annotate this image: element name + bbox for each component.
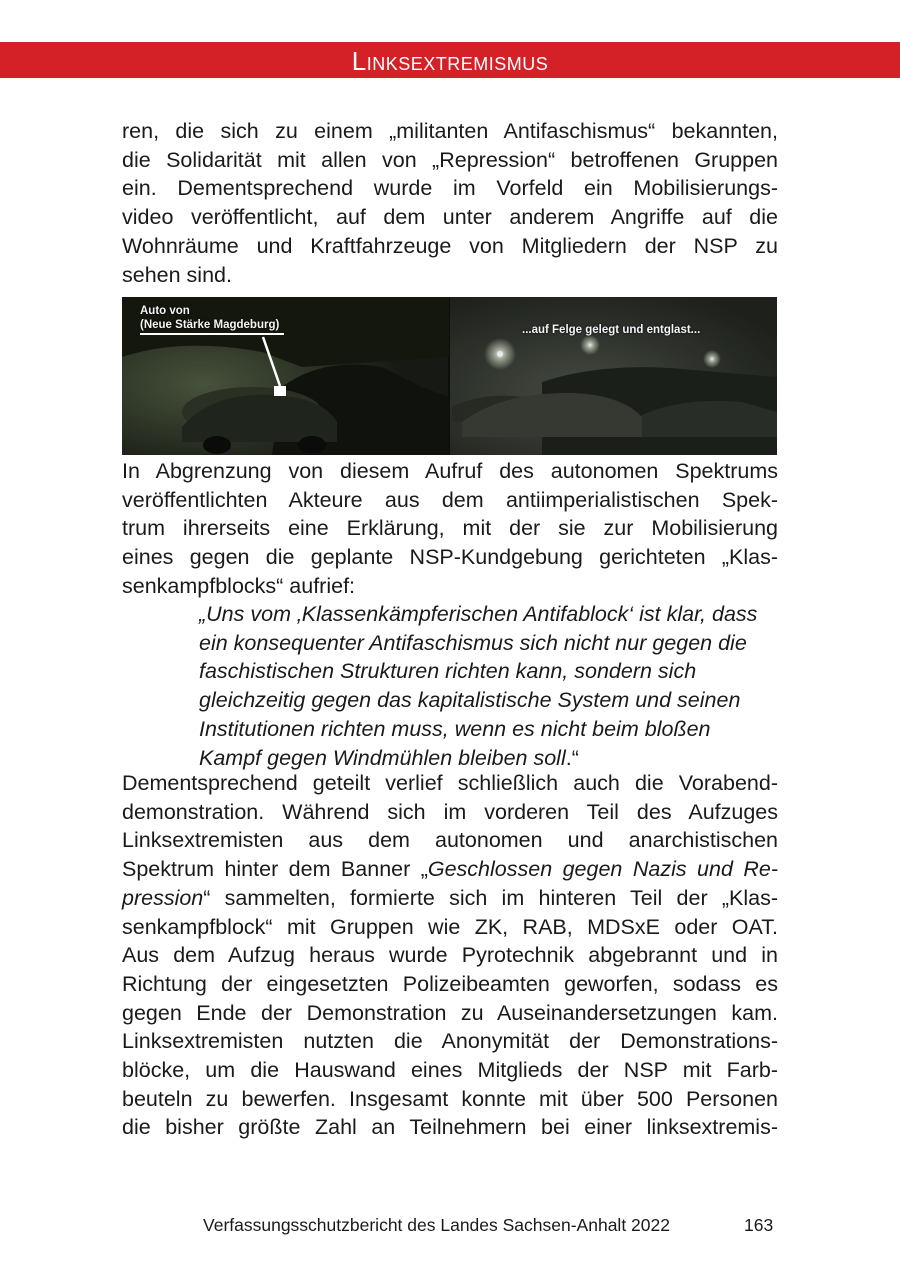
page-number: 163 bbox=[744, 1215, 774, 1235]
paragraph-3-line: Dementsprechend geteilt verlief schließlich auch die Vorabend- bbox=[122, 771, 778, 795]
quote-closing: .“ bbox=[565, 745, 579, 770]
quote-line-last bbox=[199, 744, 779, 773]
chapter-header-bar bbox=[0, 42, 900, 78]
paragraph-3-text: “ sammelten, formierte sich im hinteren Teil der „Klas- bbox=[203, 885, 778, 910]
quote-line: Institutionen richten muss, wenn es nicht beim bloßen bbox=[199, 716, 711, 741]
banner-name-italic: Geschlossen gegen Nazis und Re- bbox=[427, 857, 778, 882]
paragraph-3-line bbox=[122, 884, 778, 913]
video-still-photo bbox=[122, 297, 777, 455]
paragraph-3-line: senkampfblock“ mit Gruppen wie ZK, RAB, MDSxE oder OAT. bbox=[122, 914, 778, 939]
photo-caption-left-line: (Neue Stärke Magdeburg) bbox=[140, 319, 280, 331]
quote-line: faschistischen Strukturen richten kann, sondern sich bbox=[199, 659, 697, 684]
paragraph-1-line: die Solidarität mit allen von „Repression“ betroffenen Gruppen bbox=[122, 147, 778, 172]
quote-line: ein konsequenter Antifaschismus sich nicht nur gegen die bbox=[199, 630, 747, 655]
photo-caption-left bbox=[140, 304, 279, 332]
paragraph-1-line: sehen sind. bbox=[122, 262, 232, 287]
paragraph-3 bbox=[122, 769, 778, 1142]
block-quote bbox=[199, 600, 779, 772]
paragraph-1-line: ein. Dementsprechend wurde im Vorfeld ein Mobilisierungs- bbox=[122, 176, 778, 201]
photo-caption-right: ...auf Felge gelegt und entglast... bbox=[522, 324, 701, 336]
paragraph-3-line: Linksextremisten aus dem autonomen und anarchistischen bbox=[122, 828, 778, 853]
paragraph-3-line: die bisher größte Zahl an Teilnehmern bei einer linksextremis- bbox=[122, 1115, 778, 1140]
paragraph-3-text: Spektrum hinter dem Banner „ bbox=[122, 857, 428, 882]
footer-publication-title: Verfassungsschutzbericht des Landes Sachsen-Anhalt 2022 bbox=[203, 1215, 670, 1235]
paragraph-3-line: blöcke, um die Hauswand eines Mitglieds der NSP mit Farb- bbox=[122, 1058, 778, 1083]
banner-name-italic-end: pression bbox=[122, 885, 204, 910]
paragraph-2-line: trum ihrerseits eine Erklärung, mit der sie zur Mobilisierung bbox=[122, 516, 778, 541]
paragraph-1-line: video veröffentlicht, auf dem unter anderem Angriffe auf die bbox=[122, 205, 778, 230]
paragraph-2-line: eines gegen die geplante NSP-Kundgebung gerichteten „Klas- bbox=[122, 545, 778, 570]
paragraph-1-line: Wohnräume und Kraftfahrzeuge von Mitgliedern der NSP zu bbox=[122, 233, 778, 258]
paragraph-2 bbox=[122, 457, 778, 601]
quote-line: gleichzeitig gegen das kapitalistische System und seinen bbox=[199, 688, 741, 713]
quote-line: „Uns vom ‚Klassenkämpferischen Antifablock‘ ist klar, dass bbox=[199, 602, 758, 626]
photo-caption-left-line: Auto von bbox=[140, 305, 190, 317]
chapter-title: Linksextremismus bbox=[351, 46, 549, 76]
paragraph-3-line: beuteln zu bewerfen. Insgesamt konnte mit über 500 Personen bbox=[122, 1086, 778, 1111]
paragraph-1-line: ren, die sich zu einem „militanten Antifaschismus“ bekannten, bbox=[122, 119, 778, 143]
paragraph-2-line: senkampfblocks“ aufrief: bbox=[122, 573, 356, 598]
quote-last-italic: Kampf gegen Windmühlen bleiben soll bbox=[199, 745, 566, 770]
paragraph-3-line: Aus dem Aufzug heraus wurde Pyrotechnik abgebrannt und in bbox=[122, 943, 778, 968]
paragraph-3-line: Linksextremisten nutzten die Anonymität der Demonstrations- bbox=[122, 1029, 778, 1054]
paragraph-2-line: veröffentlichten Akteure aus dem antiimperialistischen Spek- bbox=[122, 487, 778, 512]
paragraph-3-line: demonstration. Während sich im vorderen Teil des Aufzuges bbox=[122, 799, 778, 824]
paragraph-3-line: Richtung der eingesetzten Polizeibeamten geworfen, sodass es bbox=[122, 971, 778, 996]
paragraph-3-line: gegen Ende der Demonstration zu Auseinandersetzungen kam. bbox=[122, 1000, 778, 1025]
paragraph-3-line bbox=[122, 855, 778, 884]
paragraph-1 bbox=[122, 117, 778, 289]
paragraph-2-line: In Abgrenzung von diesem Aufruf des autonomen Spektrums bbox=[122, 459, 778, 483]
